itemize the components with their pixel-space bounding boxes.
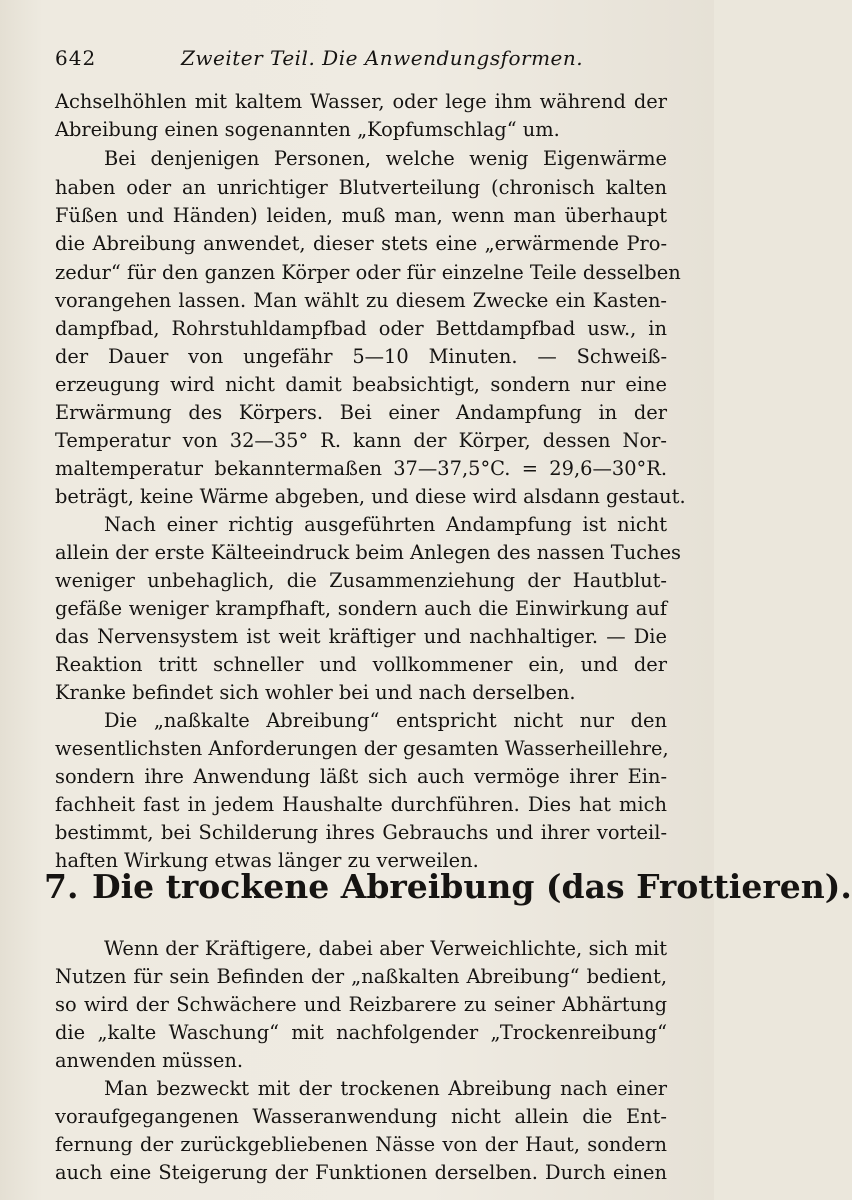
text-line: die Abreibung anwendet, dieser stets eine „erwärmende Pro-: [55, 232, 667, 255]
text-line: Reaktion tritt schneller und vollkommener ein, und der: [55, 653, 667, 676]
text-line: zedur“ für den ganzen Körper oder für einzelne Teile desselben: [55, 261, 681, 284]
text-line: Füßen und Händen) leiden, muß man, wenn man überhaupt: [55, 204, 667, 227]
page-number: 642: [55, 46, 97, 70]
text-line: auch eine Steigerung der Funktionen derselben. Durch einen: [55, 1161, 667, 1184]
text-line: maltemperatur bekanntermaßen 37—37,5°C. = 29,6—30°R.: [55, 457, 667, 480]
text-line: Nutzen für sein Befinden der „naßkalten Abreibung“ bedient,: [55, 965, 667, 988]
text-line: dampfbad, Rohrstuhldampfbad oder Bettdampfbad usw., in: [55, 317, 667, 340]
text-line: Abreibung einen sogenannten „Kopfumschlag“ um.: [55, 118, 560, 141]
text-line: der Dauer von ungefähr 5—10 Minuten. — Schweiß-: [55, 345, 667, 368]
text-line: haben oder an unrichtiger Blutverteilung (chronisch kalten: [55, 176, 667, 199]
text-line: gefäße weniger krampfhaft, sondern auch die Einwirkung auf: [55, 597, 667, 620]
text-line: allein der erste Kälteeindruck beim Anlegen des nassen Tuches: [55, 541, 681, 564]
text-line: fernung der zurückgebliebenen Nässe von der Haut, sondern: [55, 1133, 667, 1156]
paragraph-start-line: Bei denjenigen Personen, welche wenig Eigenwärme: [104, 147, 667, 170]
text-line: Erwärmung des Körpers. Bei einer Andampfung in der: [55, 401, 667, 424]
text-line: wesentlichsten Anforderungen der gesamten Wasserheillehre,: [55, 737, 669, 760]
text-line: Achselhöhlen mit kaltem Wasser, oder lege ihm während der: [55, 90, 667, 113]
text-line: Temperatur von 32—35° R. kann der Körper, dessen Nor-: [55, 429, 667, 452]
text-line: beträgt, keine Wärme abgeben, und diese wird alsdann gestaut.: [55, 485, 686, 508]
section-title: Die trockene Abreibung (das Frottieren).: [92, 867, 852, 906]
text-line: erzeugung wird nicht damit beabsichtigt, sondern nur eine: [55, 373, 667, 396]
text-line: bestimmt, bei Schilderung ihres Gebrauchs und ihrer vorteil-: [55, 821, 667, 844]
text-line: Kranke befindet sich wohler bei und nach derselben.: [55, 681, 576, 704]
section-number: 7.: [44, 867, 79, 906]
text-line: haften Wirkung etwas länger zu verweilen.: [55, 849, 479, 872]
text-line: weniger unbehaglich, die Zusammenziehung der Hautblut-: [55, 569, 667, 592]
paragraph-start-line: Man bezweckt mit der trockenen Abreibung nach einer: [104, 1077, 667, 1100]
text-line: das Nervensystem ist weit kräftiger und nachhaltiger. — Die: [55, 625, 667, 648]
running-title: Zweiter Teil. Die Anwendungsformen.: [181, 46, 584, 70]
text-line: sondern ihre Anwendung läßt sich auch vermöge ihrer Ein-: [55, 765, 667, 788]
text-line: so wird der Schwächere und Reizbarere zu seiner Abhärtung: [55, 993, 667, 1016]
paragraph-start-line: Nach einer richtig ausgeführten Andampfung ist nicht: [104, 513, 667, 536]
text-line: anwenden müssen.: [55, 1049, 244, 1072]
text-line: voraufgegangenen Wasseranwendung nicht allein die Ent-: [55, 1105, 667, 1128]
section-heading: [44, 862, 852, 912]
paragraph-start-line: Die „naßkalte Abreibung“ entspricht nicht nur den: [104, 709, 667, 732]
text-line: fachheit fast in jedem Haushalte durchführen. Dies hat mich: [55, 793, 667, 816]
text-line: die „kalte Waschung“ mit nachfolgender „Trockenreibung“: [55, 1021, 667, 1044]
text-line: vorangehen lassen. Man wählt zu diesem Zwecke ein Kasten-: [55, 289, 667, 312]
paragraph-start-line: Wenn der Kräftigere, dabei aber Verweichlichte, sich mit: [104, 937, 667, 960]
page-header: [55, 46, 667, 76]
